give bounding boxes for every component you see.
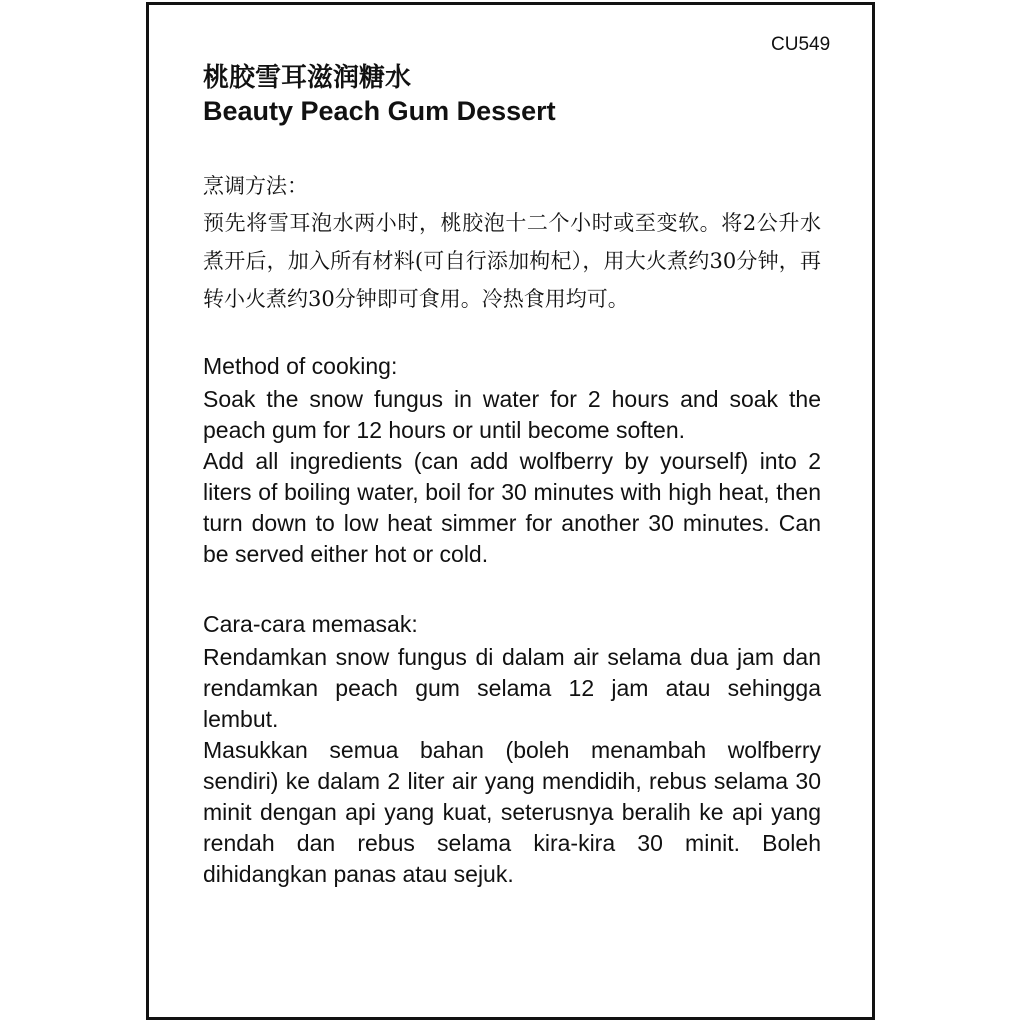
chinese-method-paragraph: 预先将雪耳泡水两小时，桃胶泡十二个小时或至变软。将2公升水煮开后，加入所有材料(可自行添加枸杞），用大火煮约30分钟，再转小火煮约30分钟即可食用。冷热食用均可。 xyxy=(203,211,821,311)
english-method-heading: Method of cooking: xyxy=(203,353,398,379)
malay-method-heading: Cara-cara memasak: xyxy=(203,611,418,637)
chinese-method-heading: 烹调方法： xyxy=(203,174,308,198)
title-english: Beauty Peach Gum Dessert xyxy=(203,96,556,126)
english-method-paragraph: Add all ingredients (can add wolfberry by yourself) into 2 liters of boiling water, boil for 30 minutes with high heat, then turn down to low heat simmer for another 30 minutes. Can be served either hot or cold. xyxy=(203,448,821,567)
title-chinese: 桃胶雪耳滋润糖水 xyxy=(203,63,412,93)
product-code: CU549 xyxy=(771,34,831,55)
recipe-content xyxy=(203,62,821,890)
malay-method-paragraph: Masukkan semua bahan (boleh menambah wolfberry sendiri) ke dalam 2 liter air yang mendidih, rebus selama 30 minit dengan api yang kuat, seterusnya beralih ke api yang rendah dan rebus selama kira-kira 30 minit. Boleh dihidangkan panas atau sejuk. xyxy=(203,737,821,887)
malay-method-paragraph: Rendamkan snow fungus di dalam air selama dua jam dan rendamkan peach gum selama 12 jam atau sehingga lembut. xyxy=(203,644,821,732)
english-method-paragraph: Soak the snow fungus in water for 2 hours and soak the peach gum for 12 hours or until become soften. xyxy=(203,386,821,443)
